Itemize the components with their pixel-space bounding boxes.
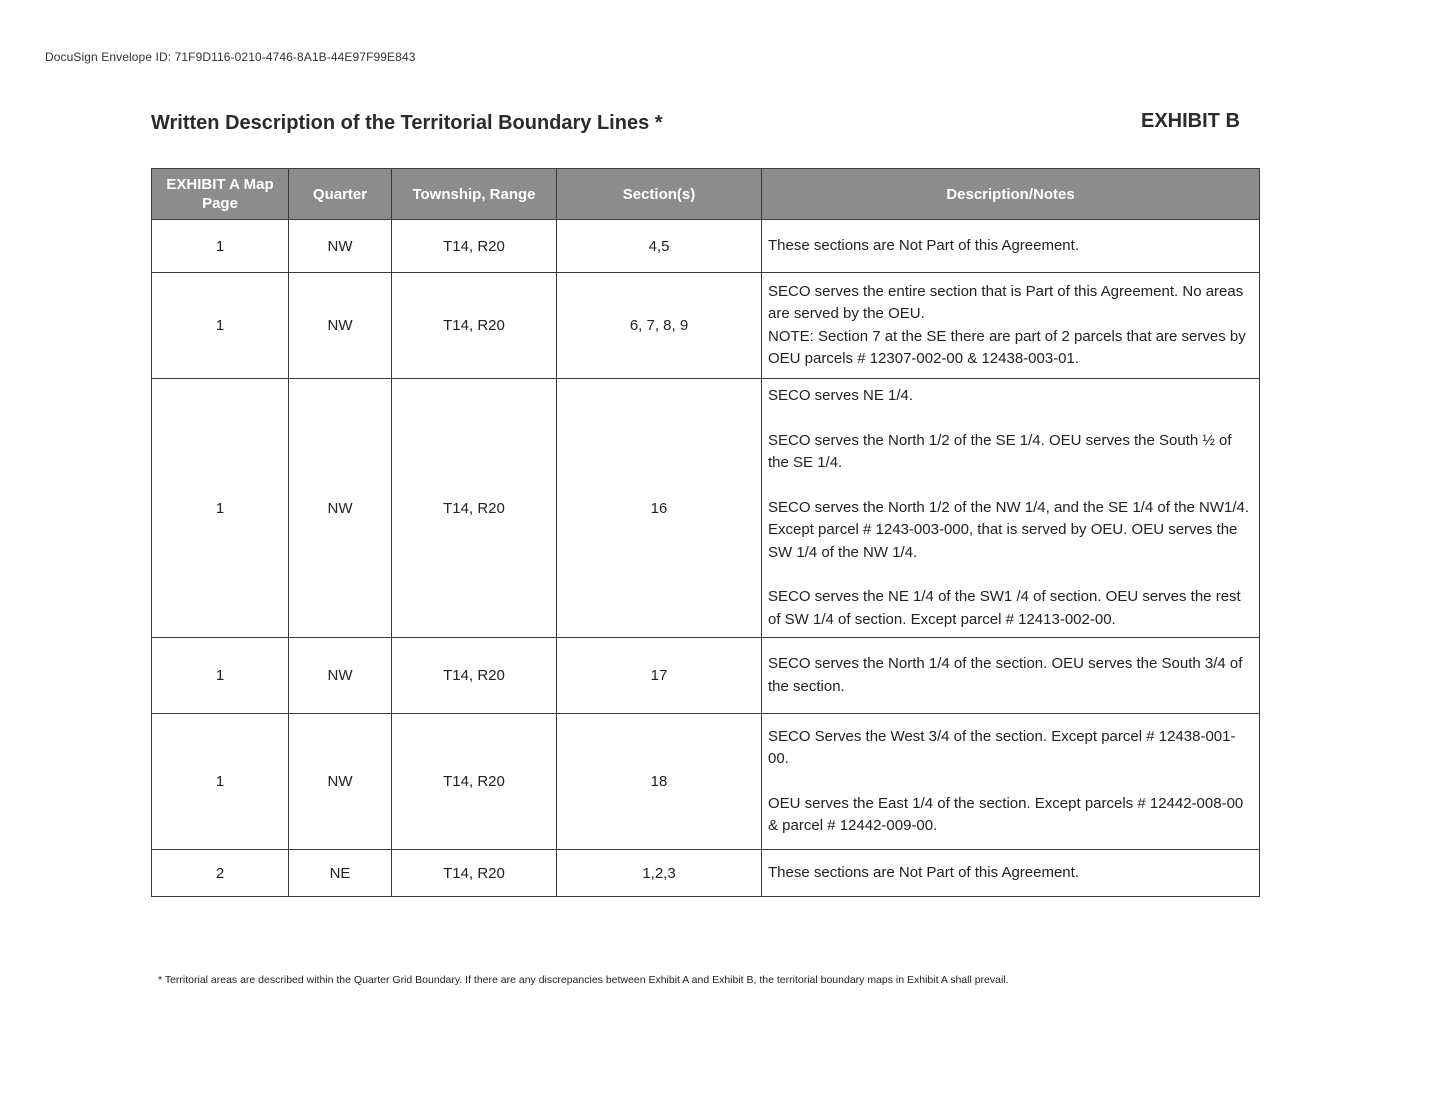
description-paragraph: SECO serves the North 1/2 of the NW 1/4, and the SE 1/4 of the NW1/4. Except parcel # 1243-003-000, that is served by OEU. OEU serves the SW 1/4 of the NW 1/4. — [768, 498, 1250, 561]
cell-description — [762, 379, 1260, 638]
cell-township-range: T14, R20 — [392, 273, 557, 379]
boundary-table — [151, 168, 1260, 897]
cell-sections: 18 — [557, 714, 762, 850]
table-row — [152, 379, 1260, 638]
header-township-range: Township, Range — [392, 169, 557, 220]
header-sections: Section(s) — [557, 169, 762, 220]
cell-description — [762, 273, 1260, 379]
cell-description — [762, 220, 1260, 273]
cell-quarter: NW — [289, 273, 392, 379]
header-quarter: Quarter — [289, 169, 392, 220]
table-header-row — [152, 169, 1260, 220]
description-paragraph: SECO serves the North 1/2 of the SE 1/4. OEU serves the South ½ of the SE 1/4. — [768, 431, 1232, 471]
cell-map-page: 1 — [152, 714, 289, 850]
description-paragraph: These sections are Not Part of this Agreement. — [768, 236, 1079, 254]
cell-quarter: NW — [289, 638, 392, 714]
cell-sections: 16 — [557, 379, 762, 638]
page-title: Written Description of the Territorial Boundary Lines * — [151, 112, 663, 134]
cell-map-page: 1 — [152, 220, 289, 273]
envelope-id: DocuSign Envelope ID: 71F9D116-0210-4746-8A1B-44E97F99E843 — [45, 50, 416, 64]
exhibit-label: EXHIBIT B — [1141, 110, 1240, 132]
cell-sections: 4,5 — [557, 220, 762, 273]
cell-township-range: T14, R20 — [392, 850, 557, 897]
cell-quarter: NW — [289, 714, 392, 850]
description-paragraph: SECO Serves the West 3/4 of the section. Except parcel # 12438-001-00. — [768, 727, 1236, 767]
cell-township-range: T14, R20 — [392, 714, 557, 850]
description-paragraph: These sections are Not Part of this Agreement. — [768, 863, 1079, 881]
description-paragraph: OEU serves the East 1/4 of the section. Except parcels # 12442-008-00 & parcel # 12442-009-00. — [768, 794, 1244, 834]
description-paragraph: SECO serves NE 1/4. — [768, 387, 914, 404]
description-paragraph: SECO serves the NE 1/4 of the SW1 /4 of section. OEU serves the rest of SW 1/4 of section. Except parcel # 12413-002-00. — [768, 588, 1241, 628]
cell-description — [762, 850, 1260, 897]
cell-map-page: 2 — [152, 850, 289, 897]
header-map-page: EXHIBIT A Map Page — [152, 169, 289, 220]
cell-sections: 6, 7, 8, 9 — [557, 273, 762, 379]
table-row — [152, 850, 1260, 897]
table-row — [152, 638, 1260, 714]
table-row — [152, 273, 1260, 379]
cell-sections: 1,2,3 — [557, 850, 762, 897]
cell-quarter: NE — [289, 850, 392, 897]
description-paragraph: SECO serves the North 1/4 of the section. OEU serves the South 3/4 of the section. — [768, 655, 1243, 695]
cell-map-page: 1 — [152, 273, 289, 379]
table-row — [152, 220, 1260, 273]
table-row — [152, 714, 1260, 850]
cell-quarter: NW — [289, 220, 392, 273]
cell-sections: 17 — [557, 638, 762, 714]
cell-map-page: 1 — [152, 379, 289, 638]
cell-township-range: T14, R20 — [392, 638, 557, 714]
description-paragraph: SECO serves the entire section that is Part of this Agreement. No areas are served by the OEU. NOTE: Section 7 at the SE there are part of 2 parcels that are serves by OEU parcels # 12307-002-00 & 12438-003-01. — [768, 282, 1246, 367]
cell-township-range: T14, R20 — [392, 220, 557, 273]
cell-township-range: T14, R20 — [392, 379, 557, 638]
header-description: Description/Notes — [762, 169, 1260, 220]
footnote: * Territorial areas are described within the Quarter Grid Boundary. If there are any discrepancies between Exhibit A and Exhibit B, the territorial boundary maps in Exhibit A shall prevail. — [158, 974, 1009, 986]
cell-description — [762, 638, 1260, 714]
cell-map-page: 1 — [152, 638, 289, 714]
cell-quarter: NW — [289, 379, 392, 638]
cell-description — [762, 714, 1260, 850]
